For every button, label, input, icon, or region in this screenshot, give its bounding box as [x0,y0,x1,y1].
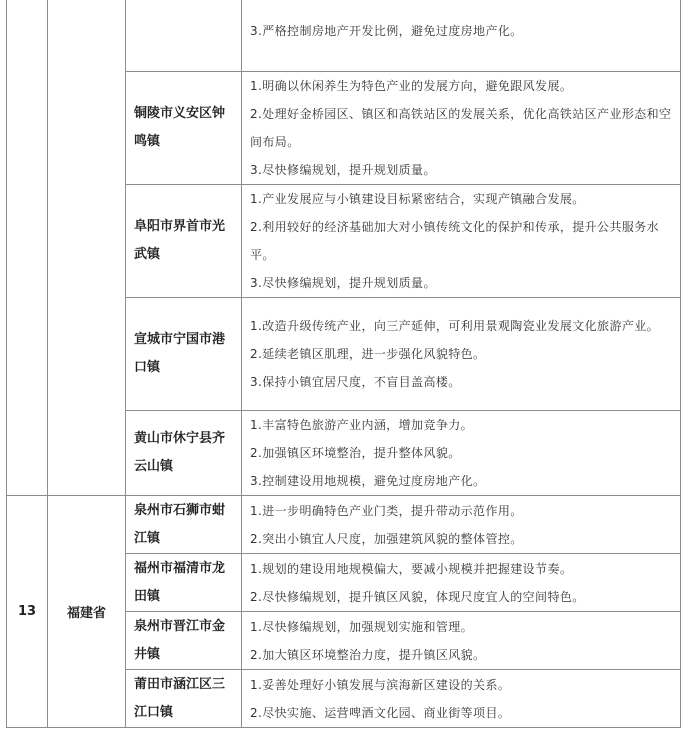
requirement-item: 2.尽快实施、运营啤酒文化园、商业街等项目。 [250,705,511,720]
row-number: 13 [7,496,48,728]
towns-table [6,0,681,728]
requirements-cell [242,670,681,728]
town-cell: 泉州市晋江市金井镇 [126,612,242,670]
number-cell [7,0,48,496]
requirements-cell [242,185,681,298]
requirement-item: 1.丰富特色旅游产业内涵，增加竞争力。 [250,418,474,432]
requirements-cell [242,0,681,72]
town-cell: 泉州市石狮市蚶江镇 [126,496,242,554]
requirements-cell [242,554,681,612]
requirement-item: 2.处理好金桥园区、镇区和高铁站区的发展关系，优化高铁站区产业形态和空间布局。 [250,107,672,149]
requirements-cell [242,298,681,411]
requirements-cell [242,411,681,496]
requirement-item: 2.延续老镇区肌理，进一步强化风貌特色。 [250,347,486,361]
town-cell: 福州市福清市龙田镇 [126,554,242,612]
town-cell: 莆田市涵江区三江口镇 [126,670,242,728]
town-cell [126,0,242,72]
town-cell: 铜陵市义安区钟鸣镇 [126,72,242,185]
town-cell: 黄山市休宁县齐云山镇 [126,411,242,496]
requirement-item: 1.明确以休闲养生为特色产业的发展方向，避免跟风发展。 [250,79,573,93]
requirement-item: 2.加强镇区环境整治，提升整体风貌。 [250,446,461,460]
requirement-item: 1.妥善处理好小镇发展与滨海新区建设的关系。 [250,677,511,692]
town-cell: 阜阳市界首市光武镇 [126,185,242,298]
requirement-item: 3.尽快修编规划，提升规划质量。 [250,163,436,177]
requirement-item: 1.规划的建设用地规模偏大，要减小规模并把握建设节奏。 [250,561,573,576]
requirements-cell [242,612,681,670]
requirement-item: 3.尽快修编规划，提升规划质量。 [250,276,436,290]
town-cell: 宣城市宁国市港口镇 [126,298,242,411]
requirement-item: 1.尽快修编规划，加强规划实施和管理。 [250,619,474,634]
requirement-item: 1.产业发展应与小镇建设目标紧密结合，实现产镇融合发展。 [250,192,585,206]
requirement-item: 2.突出小镇宜人尺度，加强建筑风貌的整体管控。 [250,531,523,546]
requirement-item: 3.严格控制房地产开发比例，避免过度房地产化。 [250,24,523,38]
requirement-item: 2.利用较好的经济基础加大对小镇传统文化的保护和传承，提升公共服务水平。 [250,220,660,262]
province-cell [48,0,126,496]
requirement-item: 3.保持小镇宜居尺度，不盲目盖高楼。 [250,375,461,389]
table-row [7,496,681,554]
table-row [7,0,681,72]
requirements-cell [242,72,681,185]
requirements-cell [242,496,681,554]
requirement-item: 3.控制建设用地规模，避免过度房地产化。 [250,474,486,488]
requirement-item: 1.改造升级传统产业，向三产延伸，可利用景观陶瓷业发展文化旅游产业。 [250,319,660,333]
requirement-item: 2.尽快修编规划，提升镇区风貌，体现尺度宜人的空间特色。 [250,589,585,604]
requirement-item: 2.加大镇区环境整治力度，提升镇区风貌。 [250,647,486,662]
province-name: 福建省 [48,496,126,728]
requirement-item: 1.进一步明确特色产业门类，提升带动示范作用。 [250,503,523,518]
